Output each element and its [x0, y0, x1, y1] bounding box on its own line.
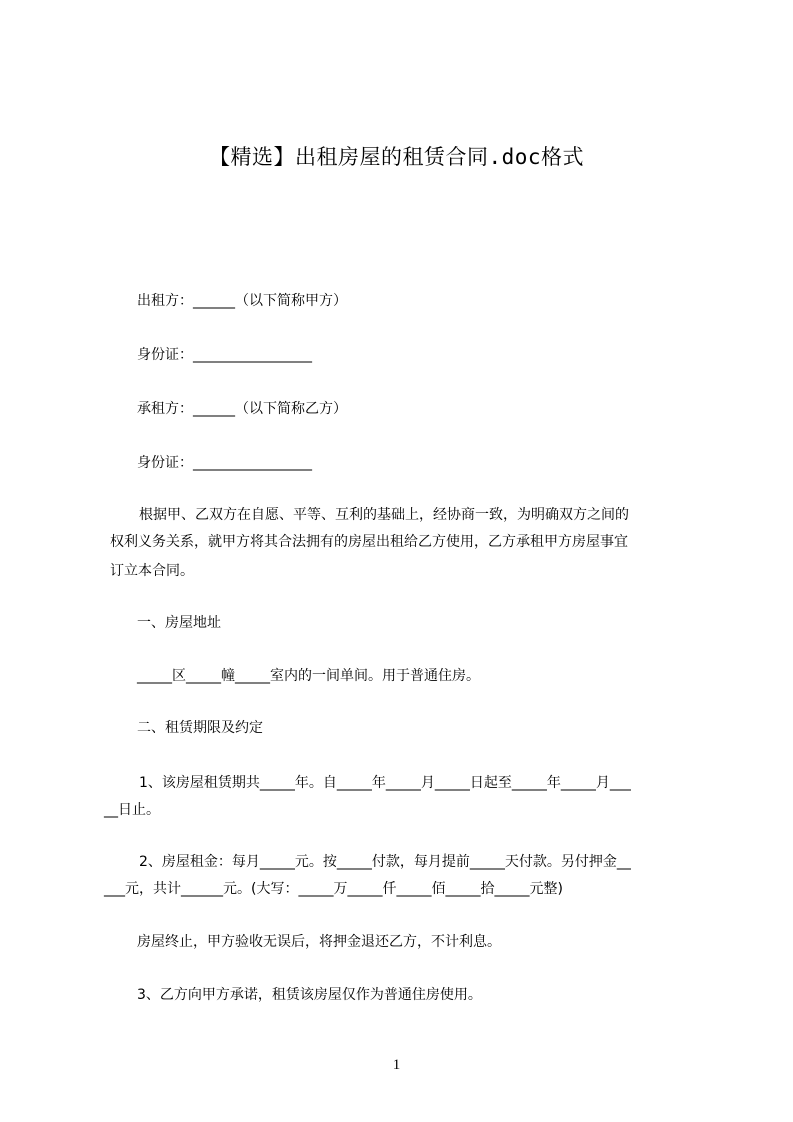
- lessor-id-line: 身份证：_________________: [137, 347, 312, 363]
- rent-line-1: 2、房屋租金：每月_____元。按_____付款，每月提前_____天付款。另付押金__: [139, 854, 631, 870]
- lessor-line: 出租方：______（以下简称甲方）: [137, 293, 347, 309]
- term-line-1: 1、该房屋租赁期共_____年。自_____年_____月_____日起至_____年_____月___: [139, 775, 631, 791]
- rent-line-2: ___元，共计______元。(大写：_____万_____仟_____佰_____拾_____元整): [104, 881, 563, 897]
- term-line-2: __日止。: [104, 802, 160, 818]
- address-line: _____区_____幢_____室内的一间单间。用于普通住房。: [137, 668, 480, 684]
- lessee-line: 承租方：______（以下简称乙方）: [137, 401, 347, 417]
- deposit-line: 房屋终止，甲方验收无误后，将押金退还乙方，不计利息。: [137, 934, 501, 950]
- document-title: 【精选】出租房屋的租赁合同.doc格式: [208, 145, 585, 169]
- section-heading-term: 二、租赁期限及约定: [137, 720, 263, 736]
- usage-line: 3、乙方向甲方承诺，租赁该房屋仅作为普通住房使用。: [137, 987, 482, 1003]
- lessee-id-line: 身份证：_________________: [137, 455, 312, 471]
- intro-line-3: 订立本合同。: [110, 563, 194, 579]
- intro-line-2: 权利义务关系，就甲方将其合法拥有的房屋出租给乙方使用，乙方承租甲方房屋事宜: [110, 534, 628, 550]
- section-heading-address: 一、房屋地址: [137, 615, 221, 631]
- intro-line-1: 根据甲、乙双方在自愿、平等、互利的基础上，经协商一致，为明确双方之间的: [139, 507, 629, 523]
- page-number: 1: [392, 1057, 401, 1073]
